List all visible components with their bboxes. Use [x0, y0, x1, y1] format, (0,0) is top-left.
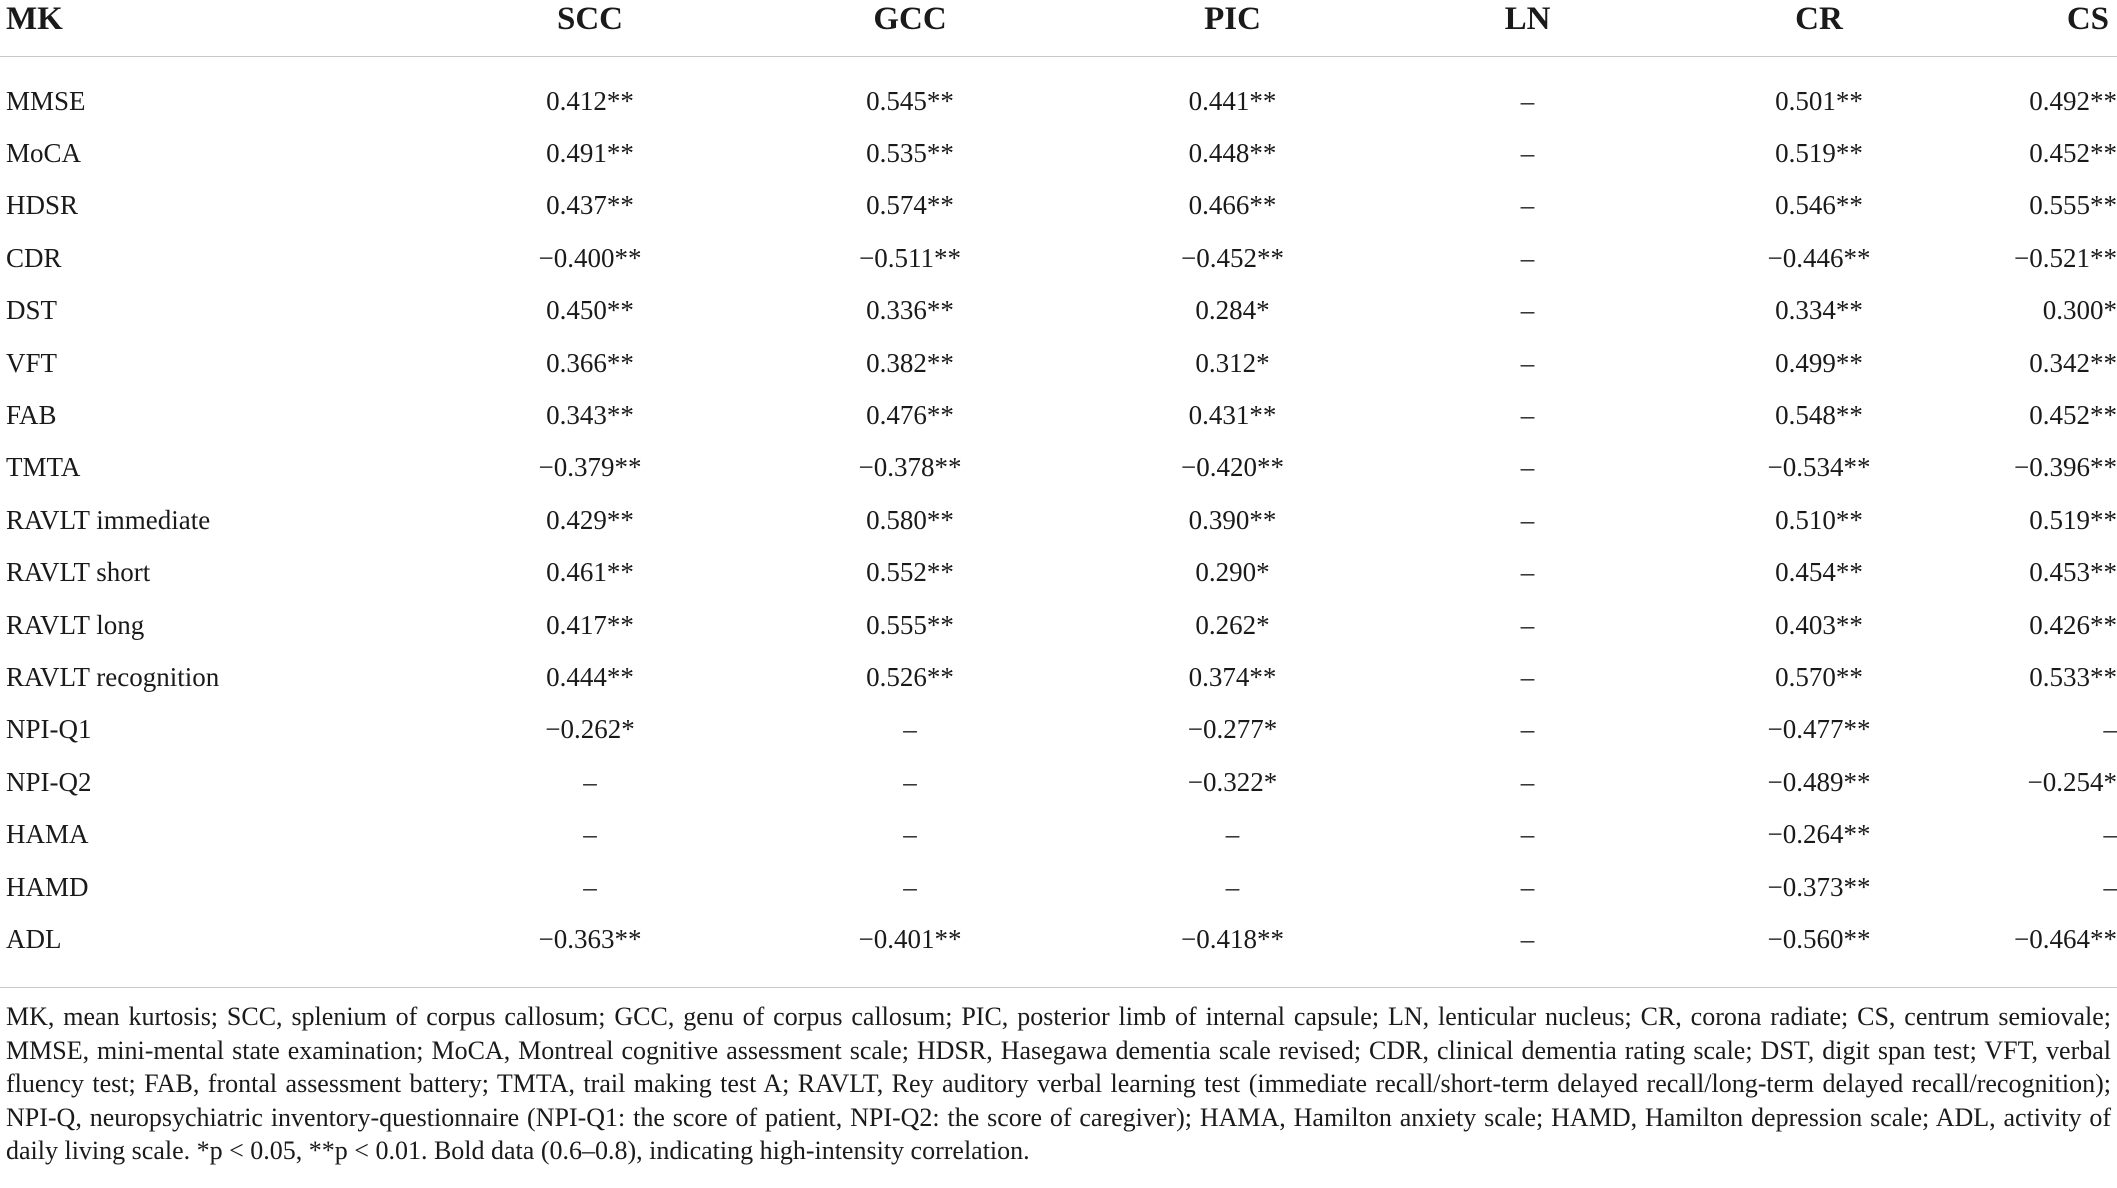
table-cell: –	[903, 714, 917, 745]
table-cell: −0.452**	[1181, 242, 1284, 273]
table-cell: 0.382**	[866, 347, 954, 378]
table-cell: 0.431**	[1188, 400, 1277, 431]
table-cell: –	[1225, 819, 1240, 850]
column-header: MK	[0, 0, 430, 57]
table-cell: 0.441**	[1188, 85, 1277, 116]
table-cell: –	[1520, 138, 1535, 169]
table-cell: 0.366**	[546, 347, 634, 378]
table-row	[0, 232, 2117, 284]
table-cell: 0.501**	[1775, 85, 1863, 116]
table-row	[0, 57, 2117, 128]
table-cell: 0.417**	[546, 609, 634, 640]
table-cell: −0.534**	[1767, 452, 1871, 483]
table-body	[0, 57, 2117, 966]
table-cell: 0.548**	[1775, 400, 1863, 431]
table-row	[0, 180, 2117, 232]
row-label: DST	[6, 295, 58, 326]
table-cell: −0.254*	[2027, 766, 2117, 797]
row-label: CDR	[6, 242, 62, 273]
table-cell: 0.519**	[1775, 138, 1863, 169]
table-cell: –	[1520, 347, 1535, 378]
table-cell: –	[2103, 714, 2117, 745]
table-cell: –	[1520, 923, 1535, 954]
column-header: CS	[1978, 0, 2117, 57]
table-divider	[0, 987, 2117, 988]
table-cell: 0.552**	[866, 557, 954, 588]
row-label: HAMD	[6, 871, 89, 902]
table-cell: 0.499**	[1775, 347, 1863, 378]
table-cell: 0.448**	[1188, 138, 1277, 169]
table-cell: −0.446**	[1767, 242, 1871, 273]
table-cell: 0.461**	[546, 557, 634, 588]
table-cell: 0.429**	[546, 504, 634, 535]
table-cell: 0.450**	[546, 295, 634, 326]
table-cell: −0.420**	[1181, 452, 1284, 483]
table-cell: 0.574**	[866, 190, 954, 221]
table-cell: 0.300*	[2042, 295, 2117, 326]
row-label: HDSR	[6, 190, 79, 221]
table-cell: 0.412**	[546, 85, 634, 116]
table-cell: –	[2103, 871, 2117, 902]
table-cell: 0.262*	[1195, 609, 1270, 640]
table-cell: –	[1520, 504, 1535, 535]
table-cell: −0.373**	[1767, 871, 1871, 902]
table-cell: 0.452**	[2029, 138, 2117, 169]
row-label: VFT	[6, 347, 58, 378]
column-header: PIC	[1070, 0, 1395, 57]
row-label: TMTA	[6, 452, 81, 483]
table-cell: 0.555**	[866, 609, 954, 640]
table-cell: –	[1520, 242, 1535, 273]
table-cell: −0.477**	[1767, 714, 1871, 745]
table-cell: −0.264**	[1767, 819, 1871, 850]
table-cell: 0.342**	[2029, 347, 2117, 378]
table-cell: –	[583, 819, 597, 850]
table-cell: 0.290*	[1195, 557, 1270, 588]
table-cell: –	[1520, 85, 1535, 116]
table-cell: −0.396**	[2014, 452, 2117, 483]
row-label: NPI-Q1	[6, 714, 92, 745]
table-cell: −0.277*	[1187, 714, 1278, 745]
row-label: RAVLT short	[6, 557, 151, 588]
table-cell: 0.452**	[2029, 400, 2117, 431]
table-cell: 0.555**	[2029, 190, 2117, 221]
table-cell: 0.519**	[2029, 504, 2117, 535]
table-cell: –	[1520, 190, 1535, 221]
table-row	[0, 337, 2117, 389]
table-cell: −0.418**	[1181, 923, 1284, 954]
table-cell: 0.466**	[1188, 190, 1277, 221]
row-label: ADL	[6, 923, 62, 954]
table-row	[0, 599, 2117, 651]
column-header: SCC	[430, 0, 750, 57]
table-cell: –	[1520, 714, 1535, 745]
table-cell: 0.334**	[1775, 295, 1863, 326]
table-cell: −0.322*	[1187, 766, 1278, 797]
table-cell: −0.521**	[2014, 242, 2117, 273]
row-label: FAB	[6, 400, 57, 431]
table-cell: –	[1520, 661, 1535, 692]
table-cell: –	[583, 871, 597, 902]
table-row	[0, 389, 2117, 441]
table-row	[0, 861, 2117, 913]
table-cell: 0.426**	[2029, 609, 2117, 640]
row-label: NPI-Q2	[6, 766, 92, 797]
table-row	[0, 704, 2117, 756]
table-cell: 0.491**	[546, 138, 634, 169]
table-cell: 0.336**	[866, 295, 954, 326]
table-cell: –	[1520, 295, 1535, 326]
table-row	[0, 913, 2117, 965]
table-cell: –	[903, 871, 917, 902]
table-cell: 0.374**	[1188, 661, 1277, 692]
table-header-row	[0, 0, 2117, 57]
table-cell: –	[2103, 819, 2117, 850]
table-cell: 0.570**	[1775, 661, 1863, 692]
table-cell: 0.284*	[1195, 295, 1270, 326]
row-label: MMSE	[6, 85, 86, 116]
table-cell: 0.390**	[1188, 504, 1277, 535]
table-cell: –	[1225, 871, 1240, 902]
table-cell: 0.533**	[2029, 661, 2117, 692]
table-cell: –	[1520, 400, 1535, 431]
column-header: LN	[1395, 0, 1660, 57]
table-cell: –	[1520, 871, 1535, 902]
table-cell: 0.476**	[866, 400, 954, 431]
table-cell: 0.545**	[866, 85, 954, 116]
row-label: RAVLT long	[6, 609, 145, 640]
table-row	[0, 442, 2117, 494]
table-cell: 0.453**	[2029, 557, 2117, 588]
table-row	[0, 547, 2117, 599]
table-cell: −0.489**	[1767, 766, 1871, 797]
table-cell: −0.464**	[2014, 923, 2117, 954]
table-cell: –	[1520, 557, 1535, 588]
table-cell: 0.535**	[866, 138, 954, 169]
table-cell: –	[1520, 609, 1535, 640]
table-cell: –	[1520, 819, 1535, 850]
table-row	[0, 285, 2117, 337]
table-row	[0, 494, 2117, 546]
table-cell: −0.400**	[538, 242, 642, 273]
table-cell: –	[1520, 452, 1535, 483]
table-cell: 0.492**	[2029, 85, 2117, 116]
table-cell: 0.403**	[1775, 609, 1863, 640]
table-cell: −0.378**	[858, 452, 962, 483]
column-header: GCC	[750, 0, 1070, 57]
table-row	[0, 127, 2117, 179]
table-cell: 0.437**	[546, 190, 634, 221]
table-cell: 0.343**	[546, 400, 634, 431]
row-label: RAVLT recognition	[6, 661, 220, 692]
table-cell: 0.580**	[866, 504, 954, 535]
table-cell: 0.510**	[1775, 504, 1863, 535]
column-header: CR	[1660, 0, 1978, 57]
table-cell: 0.526**	[866, 661, 954, 692]
table-row	[0, 756, 2117, 808]
table-cell: 0.312*	[1195, 347, 1270, 378]
table-cell: 0.444**	[546, 661, 634, 692]
table-cell: −0.401**	[858, 923, 962, 954]
table-cell: 0.546**	[1775, 190, 1863, 221]
table-cell: −0.511**	[859, 242, 961, 273]
row-label: HAMA	[6, 819, 89, 850]
table-cell: 0.454**	[1775, 557, 1863, 588]
table-cell: −0.560**	[1767, 923, 1871, 954]
table-cell: −0.379**	[538, 452, 642, 483]
table-cell: –	[903, 766, 917, 797]
table-footnote: MK, mean kurtosis; SCC, splenium of corpus callosum; GCC, genu of corpus callosum; PIC, posterior limb of internal capsule; LN, lenticular nucleus; CR, corona radiate; CS, centrum semiovale; MMSE, mini-mental state examination; MoCA, Montreal cognitive assessment scale; HDSR, Hasegawa dementia scale revised; CDR, clinical dementia rating scale; DST, digit span test; VFT, verbal fluency test; FAB, frontal assessment battery; TMTA, trail making test A; RAVLT, Rey auditory verbal learning test (immediate recall/short-term delayed recall/long-term delayed recall/recognition); NPI-Q, neuropsychiatric inventory-questionnaire (NPI-Q1: the score of patient, NPI-Q2: the score of caregiver); HAMA, Hamilton anxiety scale; HAMD, Hamilton depression scale; ADL, activity of daily living scale. *p < 0.05, **p < 0.01. Bold data (0.6–0.8), indicating high-intensity correlation.	[6, 1002, 2111, 1165]
row-label: RAVLT immediate	[6, 504, 211, 535]
table-cell: –	[583, 766, 597, 797]
table-cell: −0.262*	[545, 714, 635, 745]
table-cell: −0.363**	[538, 923, 642, 954]
table-row	[0, 808, 2117, 860]
row-label: MoCA	[6, 138, 82, 169]
table-cell: –	[1520, 766, 1535, 797]
table-row	[0, 651, 2117, 703]
table-cell: –	[903, 819, 917, 850]
